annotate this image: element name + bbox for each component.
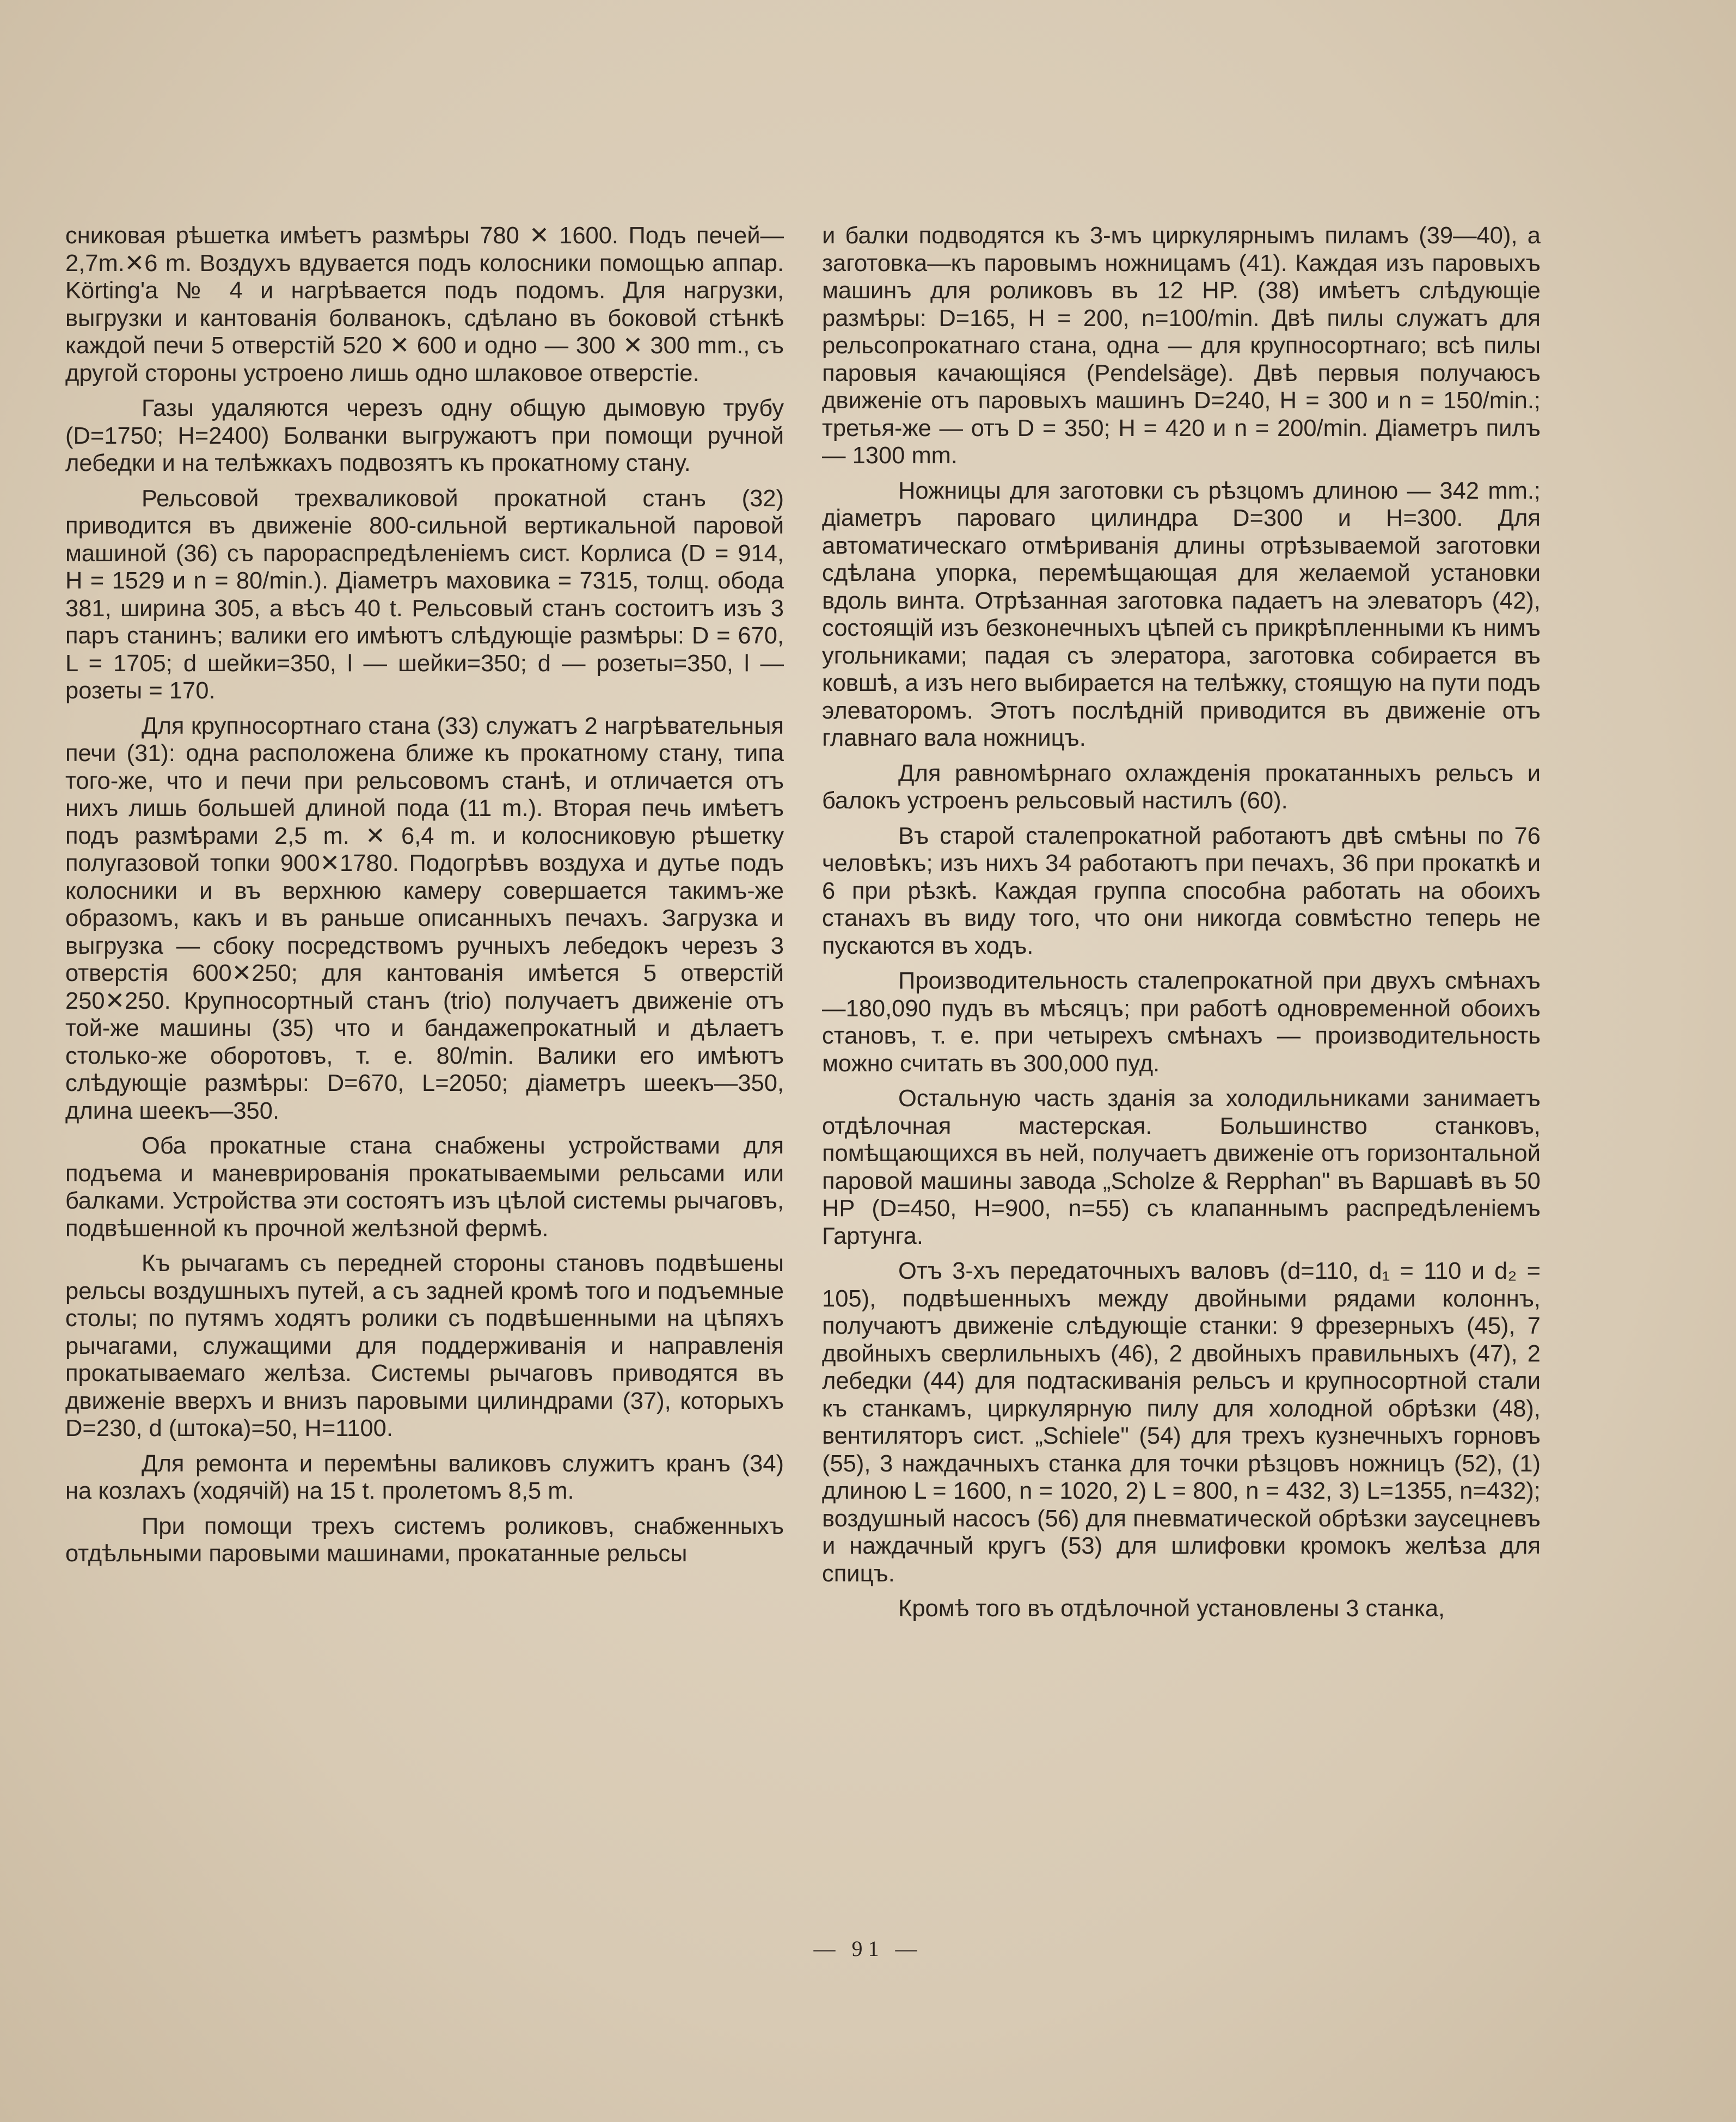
paragraph: Въ старой сталепрокатной работаютъ двѣ смѣны по 76 человѣкъ; изъ нихъ 34 работаютъ при печахъ, 36 при прокаткѣ и 6 при рѣзкѣ. Каждая группа способна работать на обоихъ станахъ въ виду того, что они никогда совмѣстно теперь не пускаются въ ходъ. xyxy=(822,823,1541,959)
paragraph: Производительность сталепрокатной при двухъ смѣнахъ—180,090 пудъ въ мѣсяцъ; при работѣ одновременной обоихъ становъ, т. е. при четырехъ смѣнахъ — производительность можно считать въ 300,000 пуд. xyxy=(822,968,1541,1077)
paragraph: Для ремонта и перемѣны валиковъ служитъ кранъ (34) на козлахъ (ходячій) на 15 t. пролетомъ 8,5 m. xyxy=(65,1450,784,1504)
paragraph: и балки подводятся къ 3-мъ циркулярнымъ пиламъ (39—40), а заготовка—къ паровымъ ножницамъ (41). Каждая изъ паровыхъ машинъ для роликовъ въ 12 HP. (38) имѣетъ слѣдующіе размѣры: D=165, H = 200, n=100/min. Двѣ пилы служатъ для рельсопрокатнаго стана, одна — для крупносортнаго; всѣ пилы паровыя качающіяся (Pendelsäge). Двѣ первыя получаюсъ движеніе отъ паровыхъ машинъ D=240, H = 300 и n = 150/min.; третья-же — отъ D = 350; H = 420 и n = 200/min. Діаметръ пилъ — 1300 mm. xyxy=(822,223,1541,469)
paragraph: Ножницы для заготовки съ рѣзцомъ длиною — 342 mm.; діаметръ пароваго цилиндра D=300 и H=300. Для автоматическаго отмѣриванія длины отрѣзываемой заготовки сдѣлана упорка, перемѣщающая для желаемой установки вдоль винта. Отрѣзанная заготовка падаетъ на элеваторъ (42), состоящій изъ безконечныхъ цѣпей съ прикрѣпленными къ нимъ угольниками; падая съ элератора, заготовка собирается въ ковшѣ, а изъ него выбирается на телѣжку, стоящую на пути подъ элеваторомъ. Этотъ послѣдній приводится въ движеніе отъ главнаго вала ножницъ. xyxy=(822,477,1541,751)
paragraph: Отъ 3-хъ передаточныхъ валовъ (d=110, d₁ = 110 и d₂ = 105), подвѣшенныхъ между двойными рядами колоннъ, получаютъ движеніе слѣдующіе станки: 9 фрезерныхъ (45), 7 двойныхъ сверлильныхъ (46), 2 двойныхъ правильныхъ (47), 2 лебедки (44) для подтаскиванія рельсъ и крупносортной стали къ станкамъ, циркулярную пилу для холодной обрѣзки (48), вентиляторъ сист. „Schiele" (54) для трехъ кузнечныхъ горновъ (55), 3 наждачныхъ станка для точки рѣзцовъ ножницъ (52), (1) длиною L = 1600, n = 1020, 2) L = 800, n = 432, 3) L=1355, n=432); воздушный насосъ (56) для пневматической обрѣзки заусецневъ и наждачный кругъ (53) для шлифовки кромокъ желѣза для спицъ. xyxy=(822,1258,1541,1587)
paragraph: Оба прокатные стана снабжены устройствами для подъема и маневрированія прокатываемыми рельсами или балками. Устройства эти состоятъ изъ цѣлой системы рычаговъ, подвѣшенной къ прочной желѣзной фермѣ. xyxy=(65,1133,784,1242)
paragraph: Газы удаляются черезъ одну общую дымовую трубу (D=1750; H=2400) Болванки выгружаютъ при помощи ручной лебедки и на телѣжкахъ подвозятъ къ прокатному стану. xyxy=(65,395,784,476)
paragraph: Рельсовой трехваликовой прокатной станъ (32) приводится въ движеніе 800-сильной вертикальной паровой машиной (36) съ парораспредѣленіемъ сист. Корлиса (D = 914, H = 1529 и n = 80/min.). Діаметръ маховика = 7315, толщ. обода 381, ширина 305, а вѣсъ 40 t. Рельсовый станъ состоитъ изъ 3 паръ станинъ; валики его имѣютъ слѣдующіе размѣры: D = 670, L = 1705; d шейки=350, l — шейки=350; d — розеты=350, l — розеты = 170. xyxy=(65,485,784,704)
page-number: — 91 — xyxy=(813,1936,923,1961)
right-column xyxy=(822,222,1541,1630)
paragraph: Для крупносортнаго стана (33) служатъ 2 нагрѣвательныя печи (31): одна расположена ближе къ прокатному стану, типа того-же, что и печи при рельсовомъ станѣ, и отличается отъ нихъ лишь большей длиной пода (11 m.). Вторая печь имѣетъ подъ размѣрами 2,5 m. ✕ 6,4 m. и колосниковую рѣшетку полугазовой топки 900✕1780. Подогрѣвъ воздуха и дутье подъ колосники и въ верхнюю камеру совершается такимъ-же образомъ, какъ и въ раньше описанныхъ печахъ. Загрузка и выгрузка — сбоку посредствомъ ручныхъ лебедокъ черезъ 3 отверстія 600✕250; для кантованія имѣется 5 отверстій 250✕250. Крупносортный станъ (trio) получаетъ движеніе отъ той-же машины (35) что и бандажепрокатный и дѣлаетъ столько-же оборотовъ, т. е. 80/min. Валики его имѣютъ слѣдующіе размѣры: D=670, L=2050; діаметръ шеекъ—350, длина шеекъ—350. xyxy=(65,713,784,1124)
paragraph: Къ рычагамъ съ передней стороны становъ подвѣшены рельсы воздушныхъ путей, а съ задней кромѣ того и подъемные столы; по путямъ ходятъ ролики съ подвѣшенными на цѣпяхъ рычагами, служащими для поддерживанія и направленія прокатываемаго желѣза. Системы рычаговъ приводятся въ движеніе вверхъ и внизъ паровыми цилиндрами (37), которыхъ D=230, d (штока)=50, H=1100. xyxy=(65,1250,784,1442)
paragraph: Остальную часть зданія за холодильниками занимаетъ отдѣлочная мастерская. Большинство станковъ, помѣщающихся въ ней, получаетъ движеніе отъ горизонтальной паровой машины завода „Scholze & Repphan" въ Варшавѣ въ 50 HP (D=450, H=900, n=55) съ клапаннымъ распредѣленіемъ Гартунга. xyxy=(822,1085,1541,1249)
paragraph: При помощи трехъ системъ роликовъ, снабженныхъ отдѣльными паровыми машинами, прокатанные рельсы xyxy=(65,1513,784,1567)
left-column xyxy=(65,222,784,1575)
paragraph: Кромѣ того въ отдѣлочной установлены 3 станка, xyxy=(898,1596,1445,1622)
paragraph: Для равномѣрнаго охлажденія прокатанныхъ рельсъ и балокъ устроенъ рельсовый настилъ (60). xyxy=(822,760,1541,814)
paragraph: сниковая рѣшетка имѣетъ размѣры 780 ✕ 1600. Подъ печей—2,7m.✕6 m. Воздухъ вдувается подъ колосники помощью аппар. Körting'a № 4 и нагрѣвается подъ подомъ. Для нагрузки, выгрузки и кантованія болванокъ, сдѣлано въ боковой стѣнкѣ каждой печи 5 отверстій 520 ✕ 600 и одно — 300 ✕ 300 mm., съ другой стороны устроено лишь одно шлаковое отверстіе. xyxy=(65,223,784,387)
